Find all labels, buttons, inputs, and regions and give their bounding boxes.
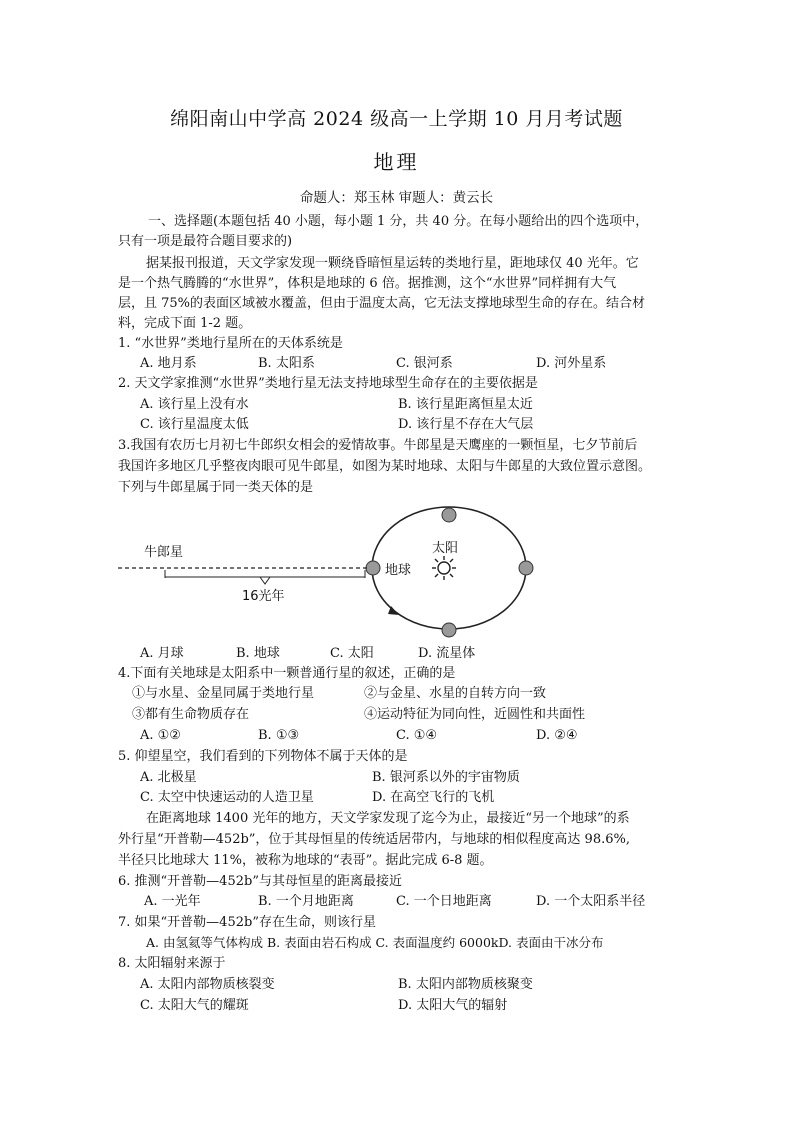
q6-option-b: B. 一个月地距离	[258, 894, 354, 909]
q4-option-b: B. ①③	[258, 728, 300, 743]
q4-stem: 4.下面有关地球是太阳系中一颗普通行星的叙述，正确的是	[118, 666, 456, 681]
distance-label: 16光年	[242, 589, 285, 604]
q4-statement-3: ③都有生命物质存在	[132, 707, 250, 722]
q4-statement-4: ④运动特征为同向性，近圆性和共面性	[364, 707, 586, 722]
q6-option-a: A. 一光年	[144, 894, 201, 909]
q8-option-c: C. 太阳大气的耀斑	[140, 998, 249, 1013]
q4-option-c: C. ①④	[396, 728, 438, 743]
q3-stem: 下列与牛郎星属于同一类天体的是	[118, 480, 314, 495]
earth-label: 地球	[385, 563, 412, 578]
q5-option-b: B. 银河系以外的宇宙物质	[372, 770, 520, 785]
q3-option-d: D. 流星体	[418, 646, 476, 661]
q5-option-d: D. 在高空飞行的飞机	[372, 790, 495, 805]
subject-title: 地理	[373, 150, 420, 174]
exam-title: 绵阳南山中学高 2024 级高一上学期 10 月月考试题	[170, 108, 623, 130]
passage2-line: 外行星“开普勒—452b”，位于其母恒星的传统适居带内，与地球的相似程度高达 98.6%,	[118, 832, 630, 847]
q6-option-c: C. 一个日地距离	[396, 894, 492, 909]
distance-pointer	[260, 577, 270, 584]
q8-stem: 8. 太阳辐射来源于	[118, 956, 226, 971]
earth-position-right	[519, 561, 533, 575]
passage2-line: 半径只比地球大 11%，被称为地球的“表哥”。据此完成 6-8 题。	[118, 853, 493, 868]
earth-position-top	[442, 508, 456, 522]
q3-stem: 3.我国有农历七月初七牛郎织女相会的爱情故事。牛郎星是天鹰座的一颗恒星，七夕节前后	[118, 438, 638, 453]
q5-option-a: A. 北极星	[140, 770, 197, 785]
q1-option-a: A. 地月系	[140, 356, 197, 371]
earth-position-left	[366, 561, 380, 575]
q2-option-c: C. 该行星温度太低	[140, 417, 249, 432]
q8-option-a: A. 太阳内部物质核裂变	[140, 977, 275, 992]
earth-position-bottom	[442, 623, 456, 637]
section-heading-cont: 只有一项是最符合题目要求的)	[118, 234, 293, 249]
q7-stem: 7. 如果“开普勒—452b”存在生命，则该行星	[118, 915, 376, 930]
passage1-line: 是一个热气腾腾的“水世界”，体积是地球的 6 倍。据推测，这个“水世界”同样拥有大气	[118, 276, 617, 291]
q1-option-b: B. 太阳系	[258, 356, 315, 371]
q3-option-b: B. 地球	[236, 646, 280, 661]
q4-option-d: D. ②④	[536, 728, 578, 743]
passage1-line: 层，且 75%的表面区域被水覆盖，但由于温度太高，它无法支撑地球型生命的存在。结合材	[118, 296, 646, 311]
q4-option-a: A. ①②	[140, 728, 181, 743]
q2-option-d: D. 该行星不存在大气层	[398, 417, 534, 432]
altair-label: 牛郎星	[144, 545, 184, 560]
sun-icon	[432, 556, 456, 580]
passage2-line: 在距离地球 1400 光年的地方，天文学家发现了迄今为止，最接近“另一个地球”的系	[146, 811, 630, 826]
position-diagram	[110, 502, 550, 644]
q2-option-a: A. 该行星上没有水	[140, 397, 249, 412]
q2-option-b: B. 该行星距离恒星太近	[398, 397, 533, 412]
q6-stem: 6. 推测“开普勒—452b”与其母恒星的距离最接近	[118, 874, 402, 889]
q2-stem: 2. 天文学家推测“水世界”类地行星无法支持地球型生命存在的主要依据是	[118, 376, 538, 391]
q7-options: A. 由氢氦等气体构成 B. 表面由岩石构成 C. 表面温度约 6000kD. 表面由干冰分布	[146, 935, 604, 950]
q4-statement-2: ②与金星、水星的自转方向一致	[364, 686, 547, 701]
q1-option-d: D. 河外星系	[536, 356, 607, 371]
q6-option-d: D. 一个太阳系半径	[536, 894, 646, 909]
q1-stem: 1. “水世界”类地行星所在的天体系统是	[118, 336, 343, 351]
q8-option-d: D. 太阳大气的辐射	[398, 998, 508, 1013]
sun-label: 太阳	[432, 541, 459, 556]
q8-option-b: B. 太阳内部物质核聚变	[398, 977, 533, 992]
passage1-line: 据某报刊报道，天文学家发现一颗绕昏暗恒星运转的类地行星，距地球仅 40 光年。它	[146, 256, 639, 271]
passage1-line: 料，完成下面 1-2 题。	[118, 316, 252, 331]
q3-option-a: A. 月球	[140, 646, 184, 661]
q1-option-c: C. 银河系	[396, 356, 453, 371]
q4-statement-1: ①与水星、金星同属于类地行星	[132, 686, 315, 701]
author-line: 命题人：郑玉林 审题人：黄云长	[299, 190, 494, 206]
q5-option-c: C. 太空中快速运动的人造卫星	[140, 790, 314, 805]
q3-stem: 我国许多地区几乎整夜肉眼可见牛郎星，如图为某时地球、太阳与牛郎星的大致位置示意图。	[118, 459, 652, 474]
q5-stem: 5. 仰望星空，我们看到的下列物体不属于天体的是	[118, 749, 408, 764]
section-heading: 一、选择题(本题包括 40 小题，每小题 1 分，共 40 分。在每小题给出的四个选项中，	[148, 214, 649, 229]
q3-option-c: C. 太阳	[330, 646, 374, 661]
